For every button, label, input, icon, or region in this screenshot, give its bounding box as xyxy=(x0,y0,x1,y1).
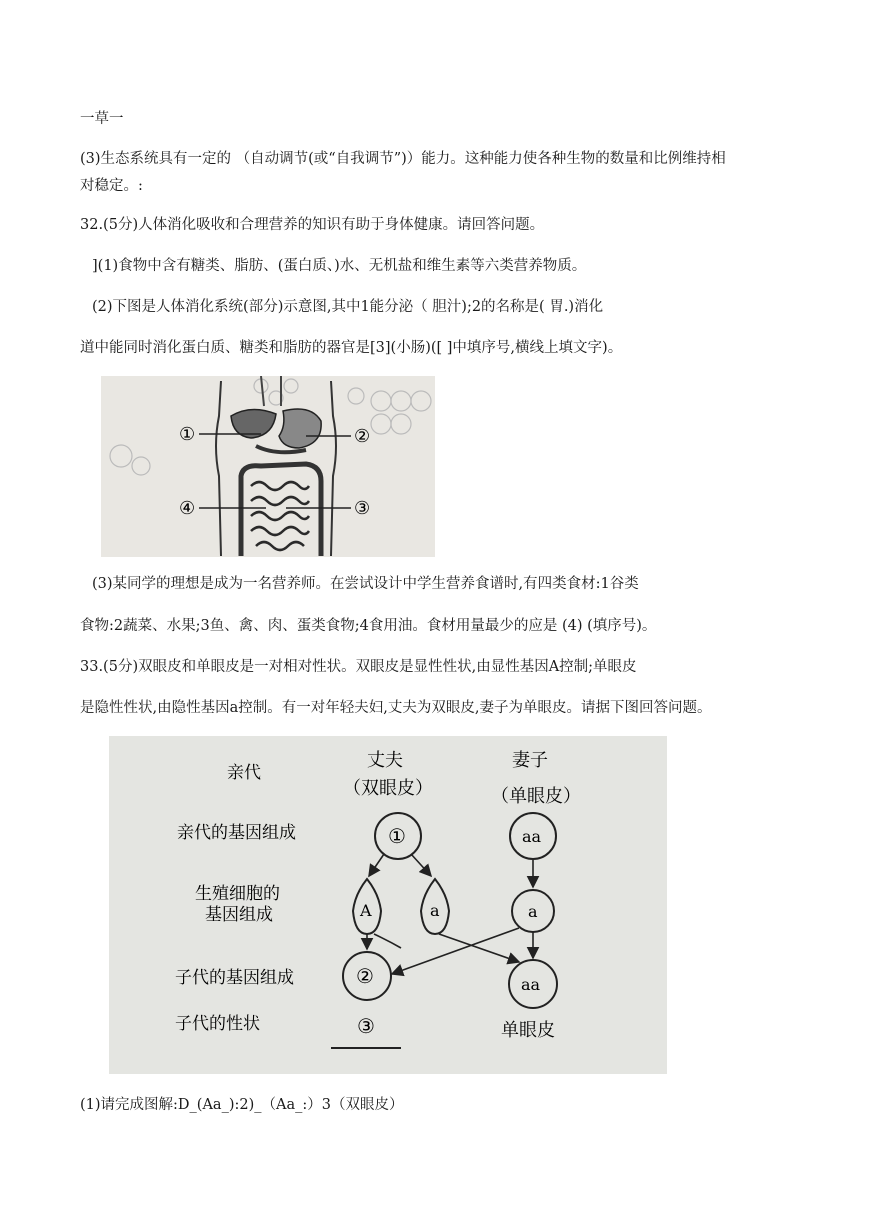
q33-line1: 33.(5分)双眼皮和单眼皮是一对相对性状。双眼皮是显性性状,由显性基因A控制;单眼皮 xyxy=(80,659,637,675)
gamete-a1: a xyxy=(430,901,440,920)
row-parent-genotype: 亲代的基因组成 xyxy=(177,823,296,843)
offspring-2-trait: 单眼皮 xyxy=(501,1020,555,1041)
digestive-system-figure xyxy=(101,376,435,557)
q32-title: 32.(5分)人体消化吸收和合理营养的知识有助于身体健康。请回答问题。 xyxy=(80,217,545,233)
offspring-1-trait: ③ xyxy=(357,1014,375,1038)
wife-trait: （单眼皮） xyxy=(491,786,581,807)
figure1-label-1: ① xyxy=(179,424,196,445)
husband-label: 丈夫 xyxy=(367,750,403,771)
figure1-label-2: ② xyxy=(354,426,371,447)
q31-3-line2: 对稳定。: xyxy=(80,178,143,194)
q32-part2-line2: 道中能同时消化蛋白质、糖类和脂肪的器官是[3](小肠)([ ]中填序号,横线上填文字)。 xyxy=(80,340,623,356)
q32-part2-line1: (2)下图是人体消化系统(部分)示意图,其中1能分泌（ 胆汁);2的名称是( 胃.)消化 xyxy=(92,299,604,315)
row-gamete-1: 生殖细胞的 xyxy=(195,884,280,904)
inheritance-diagram xyxy=(109,736,667,1074)
row-offspring-genotype: 子代的基因组成 xyxy=(175,968,294,988)
row-offspring-trait: 子代的性状 xyxy=(175,1014,260,1034)
figure1-label-4: ④ xyxy=(179,498,196,519)
q33-part1-answer: (1)请完成图解:D_(Aa_):2)_（Aa_:）3（双眼皮） xyxy=(80,1097,404,1113)
gamete-A: A xyxy=(360,901,372,920)
wife-genotype: aa xyxy=(522,827,542,846)
husband-genotype: ① xyxy=(388,824,406,848)
q33-line2: 是隐性性状,由隐性基因a控制。有一对年轻夫妇,丈夫为双眼皮,妻子为单眼皮。请据下图回答问题。 xyxy=(80,700,712,716)
q32-part1: ](1)食物中含有糖类、脂肪、(蛋白质、)水、无机盐和维生素等六类营养物质。 xyxy=(92,258,587,274)
row-gamete-2: 基因组成 xyxy=(205,905,273,925)
husband-trait: （双眼皮） xyxy=(343,778,433,799)
q31-3-line1: (3)生态系统具有一定的 （自动调节(或“自我调节”)）能力。这种能力使各种生物的数量和比例维持相 xyxy=(80,151,726,167)
q32-part3-line1: (3)某同学的理想是成为一名营养师。在尝试设计中学生营养食谱时,有四类食材:1谷类 xyxy=(92,576,639,592)
offspring-1: ② xyxy=(356,964,374,988)
header-mark: 一草一 xyxy=(80,111,124,127)
offspring-2: aa xyxy=(521,975,541,994)
figure1-label-3: ③ xyxy=(354,498,371,519)
row-parents: 亲代 xyxy=(227,763,261,783)
q32-part3-line2: 食物:2蔬菜、水果;3鱼、禽、肉、蛋类食物;4食用油。食材用量最少的应是 (4) (填序号)。 xyxy=(80,618,657,634)
wife-label: 妻子 xyxy=(512,750,548,771)
gamete-a2: a xyxy=(528,902,538,921)
